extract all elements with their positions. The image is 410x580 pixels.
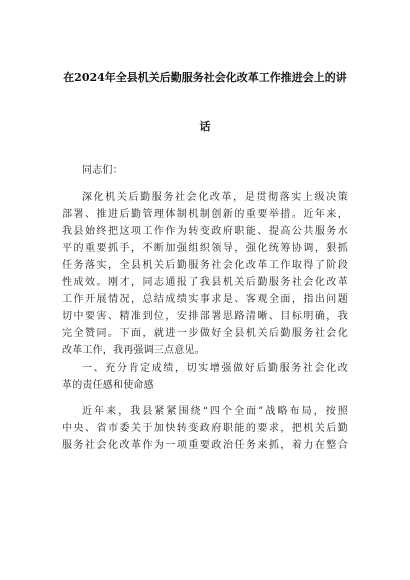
paragraph-1-line: 任务落实，全县机关后勤服务社会化改革工作取得了阶段: [62, 260, 348, 271]
paragraph-2-line: 中央、省市委关于加快转变政府职能的要求，把机关后勤: [62, 423, 348, 434]
paragraph-1-line: 深化机关后勤服务社会化改革，是贯彻落实上级决策: [82, 192, 348, 203]
paragraph-1-line: 工作开展情况，总结成绩实事求是、客观全面，指出问题: [62, 294, 348, 305]
section-heading-line: 一、充分肯定成绩，切实增强做好后勤服务社会化改: [82, 363, 348, 374]
paragraph-1-line: 切中要害、精准到位，安排部署思路清晰、目标明确，我: [62, 311, 348, 322]
paragraph-2-line: 服务社会化改革作为一项重要政治任务来抓，着力在整合: [62, 440, 348, 451]
document-title-line-2: 话: [199, 120, 211, 133]
paragraph-1-line: 我县始终把这项工作作为转变政府职能、提高公共服务水: [62, 226, 348, 237]
paragraph-1-line: 平的重要抓手，不断加强组织领导，强化统筹协调，狠抓: [62, 243, 348, 254]
paragraph-1-line: 性成效。刚才，同志通报了我县机关后勤服务社会化改革: [62, 277, 348, 288]
paragraph-1-line: 部署、推进后勤管理体制机制创新的重要举措。近年来，: [62, 209, 348, 220]
section-heading-line: 革的责任感和使命感: [62, 380, 154, 391]
paragraph-2-line: 近年来，我县紧紧围绕“四个全面”战略布局，按照: [82, 406, 348, 417]
document-title-line-1: 在2024年全县机关后勤服务社会化改革工作推进会上的讲: [63, 71, 347, 84]
paragraph-1-line: 完全赞同。下面，就进一步做好全县机关后勤服务社会化: [62, 328, 348, 339]
salutation: 同志们：: [82, 165, 123, 176]
paragraph-1-line: 改革工作，我再强调三点意见。: [62, 345, 205, 356]
